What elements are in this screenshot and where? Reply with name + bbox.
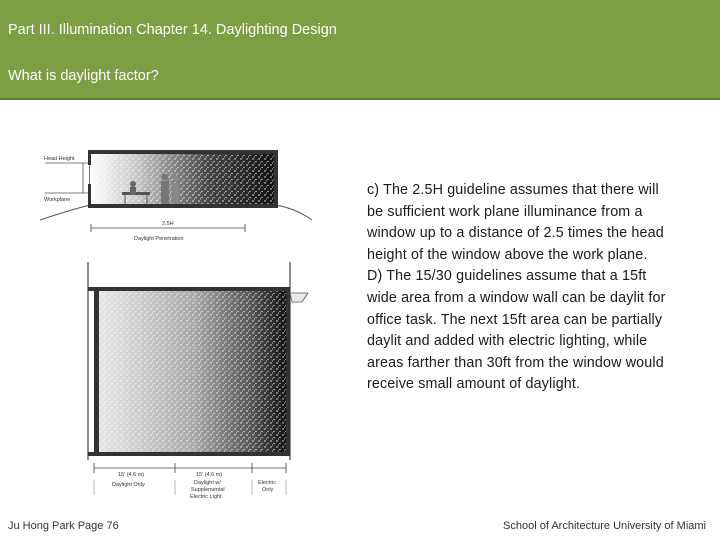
slide-subtitle: What is daylight factor? <box>8 68 159 84</box>
footer-author-page: Ju Hong Park Page 76 <box>8 520 119 532</box>
paragraph-2-5h-guideline: c) The 2.5H guideline assumes that there will be sufficient work plane illuminance from a window up to a distance of 2.5 times the head height of the window above the work plane. <box>367 182 664 263</box>
daylighting-diagram <box>30 140 330 510</box>
head-height-label: Head Height <box>44 156 75 162</box>
penetration-label: Daylight Penetration <box>134 236 184 242</box>
footer-institution: School of Architecture University of Miami <box>503 520 706 532</box>
zone1-label: Daylight Only <box>112 482 145 488</box>
workplane-label: Workplane <box>44 197 71 203</box>
daylighting-figure <box>30 140 330 510</box>
zone3-label-line2: Only <box>262 487 274 493</box>
zone2-label-line1: Daylight w/ <box>194 480 221 486</box>
slide-title: Part III. Illumination Chapter 14. Daylighting Design <box>8 22 337 38</box>
slide-body-text <box>367 180 677 396</box>
section-diagram <box>40 150 312 242</box>
zone1-dim: 15' (4.6 m) <box>118 472 145 478</box>
zone2-label-line2: Supplemental <box>191 487 225 493</box>
span-label: 2.5H <box>162 221 174 227</box>
zone2-label-line3: Electric Light <box>190 494 222 500</box>
slide-header <box>0 0 720 100</box>
zone3-label-line1: Electric <box>258 480 277 486</box>
paragraph-15-30-guideline: D) The 15/30 guidelines assume that a 15ft wide area from a window wall can be daylit for office task. The next 15ft area can be partially daylit and added with electric lighting, while areas farther than 30ft from the window would receive small amount of daylight. <box>367 268 666 393</box>
plan-diagram <box>88 262 308 500</box>
zone2-dim: 15' (4.6 m) <box>196 472 223 478</box>
